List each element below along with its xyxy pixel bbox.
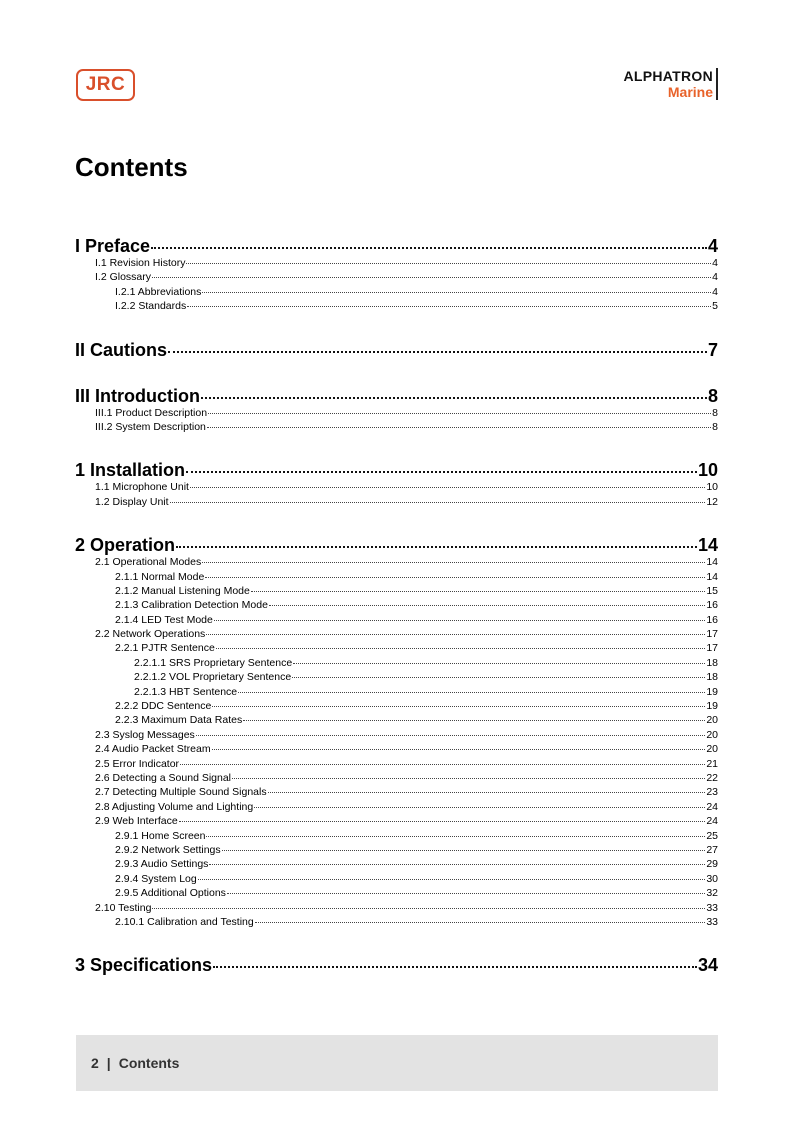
toc-entry-title: 2.2 Network Operations	[95, 628, 206, 641]
toc-dot-leader	[212, 749, 706, 750]
toc-dot-leader	[206, 836, 705, 837]
toc-entry[interactable]	[75, 830, 718, 844]
page-title: Contents	[75, 152, 188, 182]
toc-chapter-entry[interactable]	[75, 236, 718, 257]
toc-entry-title: 2.9.2 Network Settings	[115, 843, 221, 856]
toc-dot-leader	[176, 546, 697, 548]
alphatron-marine-logo	[623, 68, 718, 100]
toc-entry[interactable]	[75, 614, 718, 628]
toc-chapter-entry[interactable]	[75, 340, 718, 361]
marine-logo-text: Marine	[667, 84, 713, 100]
toc-dot-leader	[254, 807, 705, 808]
toc-entry[interactable]	[75, 686, 718, 700]
toc-page-number: 8	[712, 420, 718, 433]
toc-entry[interactable]	[75, 642, 718, 656]
toc-dot-leader	[170, 502, 706, 503]
toc-entry[interactable]	[75, 496, 718, 510]
toc-page-number: 8	[712, 406, 718, 419]
toc-entry-title: 2 Operation	[75, 535, 176, 556]
toc-entry-title: I.2.2 Standards	[115, 300, 187, 313]
toc-entry-title: 2.10.1 Calibration and Testing	[115, 915, 254, 928]
toc-dot-leader	[292, 677, 705, 678]
toc-page-number: 12	[706, 495, 718, 508]
toc-entry[interactable]	[75, 887, 718, 901]
toc-entry[interactable]	[75, 599, 718, 613]
toc-page-number: 33	[706, 915, 718, 928]
toc-page-number: 34	[697, 955, 718, 976]
toc-entry-title: 2.5 Error Indicator	[95, 757, 180, 770]
toc-entry[interactable]	[75, 300, 718, 314]
toc-entry[interactable]	[75, 628, 718, 642]
toc-entry-title: II Cautions	[75, 339, 168, 360]
toc-entry[interactable]	[75, 786, 718, 800]
toc-chapter-entry[interactable]	[75, 955, 718, 976]
toc-entry-title: 2.2.3 Maximum Data Rates	[115, 714, 243, 727]
toc-entry[interactable]	[75, 286, 718, 300]
toc-entry[interactable]	[75, 671, 718, 685]
toc-entry[interactable]	[75, 815, 718, 829]
toc-page-number: 14	[706, 570, 718, 583]
toc-entry-title: 2.2.1.1 SRS Proprietary Sentence	[134, 656, 293, 669]
toc-dot-leader	[255, 922, 706, 923]
toc-entry[interactable]	[75, 407, 718, 421]
toc-page-number: 20	[706, 728, 718, 741]
toc-entry[interactable]	[75, 844, 718, 858]
toc-page-number: 5	[712, 300, 718, 313]
toc-entry[interactable]	[75, 571, 718, 585]
toc-dot-leader	[251, 591, 705, 592]
toc-entry-title: I.2.1 Abbreviations	[115, 285, 202, 298]
toc-entry-title: 2.2.2 DDC Sentence	[115, 700, 212, 713]
toc-entry-title: I.2 Glossary	[95, 271, 152, 284]
toc-dot-leader	[212, 706, 705, 707]
toc-entry-title: 2.7 Detecting Multiple Sound Signals	[95, 786, 267, 799]
toc-entry-title: 2.8 Adjusting Volume and Lighting	[95, 800, 254, 813]
toc-page-number: 8	[707, 385, 718, 406]
toc-entry[interactable]	[75, 729, 718, 743]
toc-page-number: 18	[706, 671, 718, 684]
toc-page-number: 17	[706, 628, 718, 641]
toc-chapter-entry[interactable]	[75, 386, 718, 407]
toc-entry[interactable]	[75, 916, 718, 930]
footer-section-title: Contents	[118, 1055, 180, 1071]
toc-entry[interactable]	[75, 481, 718, 495]
toc-page-number: 24	[706, 815, 718, 828]
toc-entry-title: I Preface	[75, 236, 151, 256]
toc-dot-leader	[152, 277, 711, 278]
table-of-contents	[75, 236, 718, 976]
toc-entry-title: 2.3 Syslog Messages	[95, 728, 195, 741]
toc-entry-title: 2.1.3 Calibration Detection Mode	[115, 599, 268, 612]
toc-entry-title: III.1 Product Description	[95, 406, 208, 419]
toc-page-number: 30	[706, 872, 718, 885]
toc-entry-title: 2.9.5 Additional Options	[115, 887, 226, 900]
toc-dot-leader	[222, 850, 706, 851]
toc-entry-title: 2.9.4 System Log	[115, 872, 197, 885]
toc-dot-leader	[187, 306, 711, 307]
toc-dot-leader	[152, 908, 705, 909]
toc-page-number: 20	[706, 714, 718, 727]
toc-dot-leader	[213, 966, 697, 968]
toc-entry-title: 2.2.1 PJTR Sentence	[115, 642, 215, 655]
footer-separator: |	[106, 1055, 111, 1071]
toc-dot-leader	[202, 562, 705, 563]
toc-dot-leader	[179, 821, 706, 822]
toc-entry-title: 2.2.1.3 HBT Sentence	[134, 685, 238, 698]
toc-dot-leader	[202, 292, 711, 293]
toc-dot-leader	[180, 764, 705, 765]
toc-entry[interactable]	[75, 858, 718, 872]
toc-page-number: 10	[706, 481, 718, 494]
toc-dot-leader	[151, 247, 707, 249]
page-footer	[76, 1035, 718, 1091]
toc-entry-title: III Introduction	[75, 385, 200, 406]
toc-dot-leader	[198, 879, 706, 880]
toc-page-number: 19	[706, 685, 718, 698]
toc-dot-leader	[206, 634, 705, 635]
toc-page-number: 14	[706, 556, 718, 569]
toc-page-number: 4	[707, 236, 718, 256]
toc-page-number: 4	[712, 271, 718, 284]
toc-entry-title: 2.6 Detecting a Sound Signal	[95, 771, 232, 784]
toc-dot-leader	[269, 605, 705, 606]
toc-entry[interactable]	[75, 743, 718, 757]
toc-dot-leader	[207, 427, 711, 428]
toc-chapter-entry[interactable]	[75, 535, 718, 556]
toc-page-number: 10	[697, 460, 718, 481]
toc-entry[interactable]	[75, 585, 718, 599]
toc-entry[interactable]	[75, 902, 718, 916]
toc-page-number: 32	[706, 887, 718, 900]
toc-entry-title: 2.1.4 LED Test Mode	[115, 613, 213, 626]
toc-dot-leader	[216, 648, 706, 649]
toc-entry-title: 2.1 Operational Modes	[95, 556, 202, 569]
toc-entry-title: 3 Specifications	[75, 955, 213, 976]
toc-page-number: 23	[706, 786, 718, 799]
toc-chapter-entry[interactable]	[75, 460, 718, 481]
toc-page-number: 27	[706, 843, 718, 856]
toc-page-number: 4	[712, 285, 718, 298]
toc-page-number: 4	[712, 257, 718, 269]
toc-page-number: 16	[706, 599, 718, 612]
toc-entry-title: 2.10 Testing	[95, 901, 152, 914]
toc-page-number: 17	[706, 642, 718, 655]
toc-page-number: 7	[707, 339, 718, 360]
toc-entry-title: 1 Installation	[75, 460, 186, 481]
toc-entry[interactable]	[75, 758, 718, 772]
toc-dot-leader	[208, 413, 711, 414]
toc-dot-leader	[243, 720, 705, 721]
toc-entry-title: 1.2 Display Unit	[95, 495, 169, 508]
toc-dot-leader	[205, 577, 705, 578]
toc-dot-leader	[209, 864, 705, 865]
toc-section-gap	[75, 315, 718, 340]
toc-entry[interactable]	[75, 657, 718, 671]
toc-entry[interactable]	[75, 700, 718, 714]
toc-dot-leader	[196, 735, 706, 736]
toc-page-number: 15	[706, 584, 718, 597]
toc-entry-title: III.2 System Description	[95, 420, 206, 433]
toc-section-gap	[75, 361, 718, 386]
toc-dot-leader	[293, 663, 705, 664]
toc-entry[interactable]	[75, 714, 718, 728]
toc-entry-title: 1.1 Microphone Unit	[95, 481, 189, 494]
footer-page-number: 2	[91, 1055, 99, 1071]
toc-entry-title: 2.9.3 Audio Settings	[115, 858, 209, 871]
toc-page-number: 33	[706, 901, 718, 914]
toc-dot-leader	[168, 351, 707, 353]
toc-entry[interactable]	[75, 257, 718, 271]
toc-dot-leader	[227, 893, 705, 894]
toc-entry[interactable]	[75, 421, 718, 435]
toc-page-number: 25	[706, 829, 718, 842]
toc-entry[interactable]	[75, 772, 718, 786]
toc-entry-title: 2.1.1 Normal Mode	[115, 570, 205, 583]
toc-dot-leader	[201, 397, 707, 399]
toc-page-number: 22	[706, 771, 718, 784]
toc-entry-title: 2.2.1.2 VOL Proprietary Sentence	[134, 671, 292, 684]
jrc-logo: JRC	[76, 69, 135, 101]
toc-entry-title: 2.9.1 Home Screen	[115, 829, 206, 842]
toc-entry-title: I.1 Revision History	[95, 257, 186, 269]
toc-page-number: 21	[706, 757, 718, 770]
toc-entry-title: 2.4 Audio Packet Stream	[95, 743, 211, 756]
toc-dot-leader	[190, 487, 705, 488]
alphatron-logo-text: ALPHATRON	[623, 68, 713, 84]
toc-entry-title: 2.1.2 Manual Listening Mode	[115, 584, 250, 597]
toc-page-number: 24	[706, 800, 718, 813]
toc-dot-leader	[186, 471, 697, 473]
toc-section-gap	[75, 435, 718, 460]
toc-section-gap	[75, 510, 718, 535]
toc-entry[interactable]	[75, 801, 718, 815]
toc-dot-leader	[232, 778, 705, 779]
toc-section-gap	[75, 930, 718, 955]
toc-entry[interactable]	[75, 556, 718, 570]
toc-entry-title: 2.9 Web Interface	[95, 815, 178, 828]
toc-page-number: 20	[706, 743, 718, 756]
toc-page-number: 29	[706, 858, 718, 871]
toc-entry[interactable]	[75, 271, 718, 285]
toc-dot-leader	[238, 692, 705, 693]
toc-entry[interactable]	[75, 873, 718, 887]
toc-dot-leader	[268, 792, 706, 793]
toc-page-number: 18	[706, 656, 718, 669]
toc-page-number: 19	[706, 700, 718, 713]
toc-dot-leader	[214, 620, 705, 621]
toc-page-number: 16	[706, 613, 718, 626]
toc-page-number: 14	[697, 535, 718, 556]
toc-dot-leader	[186, 263, 711, 264]
